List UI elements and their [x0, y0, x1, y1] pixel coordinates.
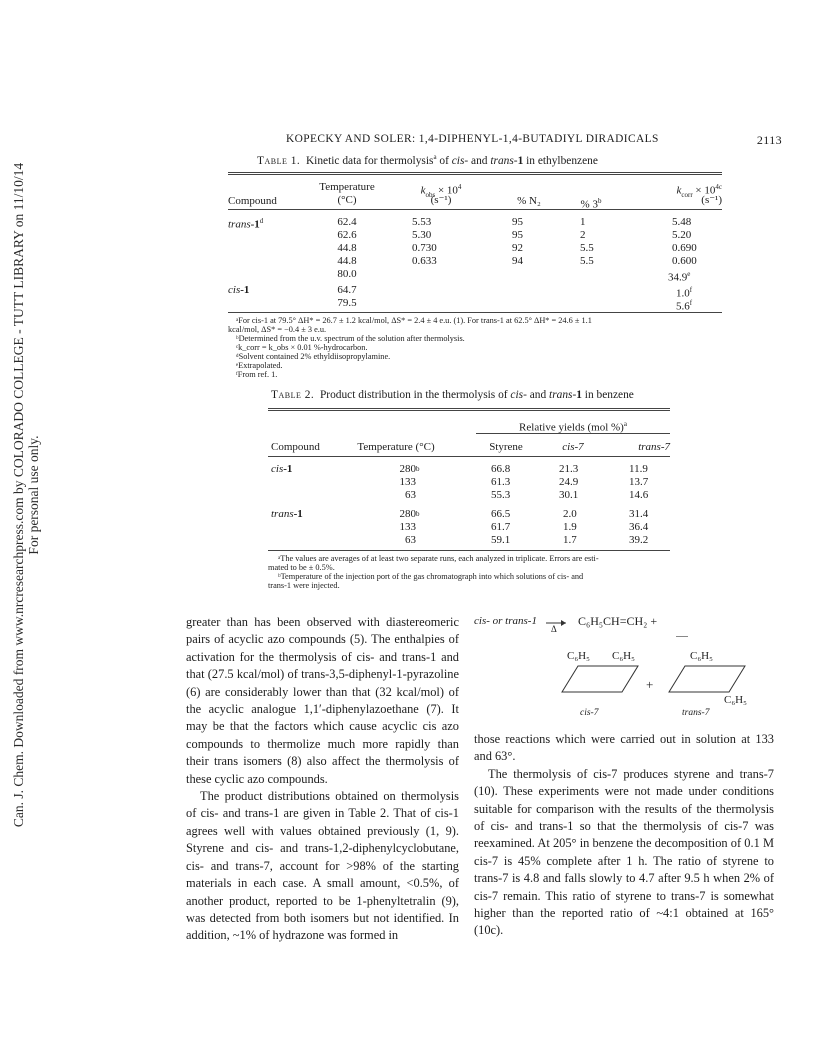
table1-caption-tail: in ethylbenzene	[523, 154, 598, 167]
left-paragraph-1: greater than has been observed with diastereomeric pairs of acyclic azo compounds (5). The enthalpies of activation for the thermolysis of cis- and trans-1 and that (27.5 kcal/mol) of trans-3,5-diphenyl-1-pyrazoline (6) are considerably lower than that (32 kcal/mol) of the acyclic analogue 1,1′-diphenylazoethane (7). It may be that the factors which cause acyclic cis azo compounds to thermolize much more rapidly than their trans isomers (8) also affect the thermolysis of these cyclic azo compounds.	[186, 615, 459, 786]
table2-cell-temp	[382, 508, 420, 521]
table2-cell-styrene: 61.3	[491, 476, 511, 488]
table2-footnote: mated to be ± 0.5%.	[268, 563, 335, 572]
table2-header-temperature: Temperature (°C)	[357, 441, 435, 453]
table2-header-cis7	[548, 441, 598, 454]
table1-kobs-k: k	[420, 184, 426, 197]
table1-cell-temp: 80.0	[337, 268, 357, 280]
scheme-trans-label-text: trans-7	[682, 708, 710, 718]
table1-footnote: ᵉExtrapolated.	[236, 361, 283, 370]
table2-cell-trans7: 36.4	[629, 521, 649, 533]
table1-cell-temp: 62.4	[337, 216, 357, 228]
table1-footnote: kcal/mol, ΔS* = −0.4 ± 3 e.u.	[228, 325, 327, 334]
table2-cell-temp: 133	[399, 521, 416, 533]
table1-cell-temp: 64.7	[337, 284, 357, 296]
download-notice-line2: For personal use only.	[26, 435, 41, 555]
table1-group-cis	[228, 284, 249, 297]
scheme-plus: +	[646, 677, 654, 692]
table2-cell-styrene: 61.7	[491, 521, 511, 533]
scheme-condition: Δ	[551, 624, 557, 634]
table1-cell-three: 1	[580, 216, 586, 228]
table2-cell-cis7: 2.0	[563, 508, 577, 520]
table2-group-cis	[271, 463, 292, 476]
table1-three-text: % 3	[580, 198, 598, 211]
table2-cell-temp: 63	[405, 489, 416, 501]
table2-caption-text: Product distribution in the thermolysis of	[319, 389, 511, 401]
table1-header-temperature: Temperature	[319, 181, 375, 193]
table2-cell-temp-val: 280	[399, 463, 416, 475]
scheme-reactant-text: cis- or trans-1	[474, 615, 537, 627]
table1-cell-kcorr-sup: f	[689, 299, 693, 307]
table1-cell-n2: 94	[512, 255, 523, 267]
table1-kobs-exp: 4	[457, 183, 462, 191]
table1-cell-n2: 95	[512, 229, 523, 241]
table1-kcorr-sub: corr	[681, 190, 693, 199]
table2-cell-cis7: 21.3	[559, 463, 579, 475]
table2-group-cis-it: cis	[271, 463, 284, 475]
table2-header-compound: Compound	[271, 441, 320, 453]
table1-footnote: ᶠFrom ref. 1.	[236, 370, 278, 379]
table2-cell-temp-sup: b	[416, 510, 420, 518]
scheme-trans-ph-1: C₆H₅	[690, 650, 713, 662]
table1-cell-kcorr: 0.600	[672, 255, 697, 267]
table1-cell-kcorr-sup: f	[689, 286, 693, 294]
scheme-arrow-icon	[544, 614, 570, 636]
table1-caption-of: of	[436, 154, 452, 167]
table2-footnote: trans-1 were injected.	[268, 581, 340, 590]
table2-span-rule	[476, 433, 670, 434]
table1-cell-kcorr	[668, 268, 690, 285]
table1-cell-temp: 62.6	[337, 229, 357, 241]
scheme-trans-label	[682, 708, 709, 718]
table1-caption-cis: cis-	[451, 154, 469, 167]
table2-header-cis7-text: cis-7	[562, 441, 584, 453]
table2-group-cis-rest: -1	[283, 463, 293, 475]
table1-cell-kcorr-val: 34.9	[668, 271, 688, 284]
right-column	[474, 731, 774, 940]
page-number: 2113	[756, 133, 782, 147]
table2-bottom-rule	[268, 550, 670, 551]
table1-cell-kcorr-val: 5.6	[676, 300, 690, 313]
table1-group-trans-rest: -1	[250, 218, 260, 231]
table1-caption-sup: a	[433, 153, 437, 161]
table2-cell-temp: 63	[405, 534, 416, 546]
table1-footnote: ᵇDetermined from the u.v. spectrum of the solution after thermolysis.	[236, 334, 465, 343]
table1-footnote: ᶜk_corr = k_obs × 0.01 %-hydrocarbon.	[236, 343, 368, 352]
table1-cell-n2: 92	[512, 242, 523, 254]
table2-cell-trans7: 11.9	[629, 463, 648, 475]
table2-group-trans	[271, 508, 303, 521]
table2-cell-styrene: 66.5	[491, 508, 511, 520]
scheme-cis-ph-2: C₆H₅	[612, 650, 635, 662]
scheme-cis-ph-1: C₆H₅	[567, 650, 590, 662]
table1-kobs-times: × 10	[435, 184, 458, 197]
table1-cell-kcorr-val: 1.0	[676, 287, 690, 300]
table1-caption-text: Kinetic data for thermolysis	[305, 154, 434, 167]
table2-cell-styrene: 59.1	[491, 534, 511, 546]
table1-bottom-rule	[228, 312, 722, 313]
table1-caption	[257, 153, 598, 167]
table2-cell-cis7: 1.7	[563, 534, 577, 546]
table2-group-trans-it: trans	[271, 508, 294, 520]
scheme-trans-ph-2: C₆H₅	[724, 694, 747, 706]
table2-caption-one: 1	[576, 389, 582, 401]
table1-cell-kobs: 5.30	[412, 229, 432, 241]
table1-header-compound: Compound	[228, 195, 277, 207]
table1-top-rule	[228, 172, 722, 173]
table2-footnote: ᵇTemperature of the injection port of the gas chromatograph into which solutions of cis- and	[278, 572, 584, 581]
left-paragraph-2: The product distributions obtained on thermolysis of cis- and trans-1 are given in Table 2. That of cis-1 agrees well with values obtained previously (1, 9). Styrene and cis- and trans-1,2-diphenylcyclobutane, cis- and trans-7, account for >98% of the starting materials in each case. A small amount, <0.5%, of another product, reported to be 1-phenyltetralin (9), was detected from both isomers but not identified. In addition, ~1% of hydrazone was formed in	[186, 789, 459, 943]
scheme-cis-label	[580, 708, 598, 718]
left-column	[186, 614, 459, 945]
table1-top-rule-2	[228, 174, 722, 175]
table2-cell-cis7: 30.1	[559, 489, 579, 501]
running-head: KOPECKY AND SOLER: 1,4-DIPHENYL-1,4-BUTADIYL DIRADICALS	[286, 133, 659, 145]
table2-cell-cis7: 1.9	[563, 521, 577, 533]
table1-group-trans-sup: d	[259, 217, 264, 225]
table1-group-trans-it: trans	[228, 218, 251, 231]
table1-footnote: ᵃFor cis-1 at 79.5° ΔH* = 26.7 ± 1.2 kcal/mol, ΔS* = 2.4 ± 4 e.u. (1). For trans-1 at 62.5° ΔH* = 24.6 ± 1.1	[236, 316, 592, 325]
table2-cell-temp: 133	[399, 476, 416, 488]
table1-kcorr-k: k	[676, 184, 682, 197]
table2-caption-trans: trans-	[549, 389, 577, 401]
table1-cell-kobs: 0.730	[412, 242, 437, 254]
right-paragraph-2: The thermolysis of cis-7 produces styrene and trans-7 (10). These experiments were not made under conditions suitable for comparison with the results of the thermolysis of cis- and trans-1 so that the thermolysis of cis-7 was reexamined. At 205° in benzene the decomposition of 0.1 M cis-7 is 45% complete after 1 h. The ratio of styrene to trans-7 is 4.8 and falls slowly to 4.7 after 9.5 h when 2% of cis-7 remain. This ratio of styrene to trans-7 is somewhat higher than the reported ratio of ~4:1 obtained at 165° (10c).	[474, 766, 774, 938]
table1-header-kobs-unit: (s⁻¹)	[430, 194, 452, 206]
table2-header-trans7	[612, 441, 670, 454]
table2-cell-cis7: 24.9	[559, 476, 579, 488]
table1-header-n2: % N₂	[517, 195, 541, 207]
table1-group-cis-rest: -1	[240, 284, 250, 296]
table1-cell-temp: 44.8	[337, 255, 357, 267]
table2-cell-temp-val: 280	[399, 508, 416, 520]
table2-header-styrene: Styrene	[489, 441, 523, 453]
scheme-styrene: C₆H₅CH=CH₂ +	[578, 614, 658, 628]
table1-cell-kcorr: 5.48	[672, 216, 692, 228]
table1-cell-kcorr: 5.20	[672, 229, 692, 241]
scheme-cis-label-text: cis-7	[580, 708, 599, 718]
table2-cell-trans7: 13.7	[629, 476, 649, 488]
download-notice-sidebar	[6, 162, 46, 828]
table1-header-kcorr-unit: (s⁻¹)	[701, 194, 722, 206]
table2-cell-temp	[382, 463, 420, 476]
table1-header-temp-unit: (°C)	[337, 194, 357, 206]
table1-cell-kobs: 0.633	[412, 255, 437, 267]
table1-cell-n2: 95	[512, 216, 523, 228]
table1-cell-kcorr-sup: e	[687, 270, 691, 278]
table1-caption-and: and	[468, 154, 491, 167]
table2-header-trans7-text: trans-7	[638, 441, 670, 453]
table1-cell-kcorr: 0.690	[672, 242, 697, 254]
scheme-dash	[676, 636, 688, 637]
table2-caption-and: and	[526, 389, 550, 401]
table1-header-rule	[228, 209, 722, 210]
table2-caption-cis: cis-	[510, 389, 527, 401]
table1-cell-three: 2	[580, 229, 586, 241]
table2-cell-trans7: 31.4	[629, 508, 649, 520]
table1-group-trans	[228, 215, 263, 232]
running-header	[186, 133, 782, 149]
table1-kcorr-times: × 10	[692, 184, 716, 197]
table1-label: Table 1.	[257, 154, 301, 167]
table1-kobs-sub: obs	[425, 190, 436, 199]
table2-span-header-sup: a	[623, 420, 627, 428]
table1-footnote: ᵈSolvent contained 2% ethyldiisopropylamine.	[236, 352, 391, 361]
table2-caption-tail: in benzene	[581, 389, 634, 401]
table2-cell-trans7: 39.2	[629, 534, 649, 546]
table2-label: Table 2.	[271, 389, 315, 401]
table2-cell-trans7: 14.6	[629, 489, 649, 501]
table2-header-rule	[268, 456, 670, 457]
table2-top-rule	[268, 408, 670, 409]
scheme-cis-cyclobutane-icon	[560, 664, 642, 696]
table2-span-header-text: Relative yields (mol %)	[519, 421, 624, 434]
table2-top-rule-2	[268, 410, 670, 411]
table2-cell-styrene: 66.8	[491, 463, 511, 475]
table2-footnote: ᵃThe values are averages of at least two separate runs, each analyzed in triplicate. Errors are esti-	[278, 554, 599, 563]
table2-cell-styrene: 55.3	[491, 489, 511, 501]
table1-cell-temp: 79.5	[337, 297, 357, 309]
table1-caption-trans: trans-	[490, 154, 518, 167]
download-notice-line1: Can. J. Chem. Downloaded from www.nrcresearchpress.com by COLORADO COLLEGE - TUTT LIBRARY on 11/10/14	[11, 162, 26, 828]
table1-cell-temp: 44.8	[337, 242, 357, 254]
table2-group-trans-rest: -1	[293, 508, 303, 520]
table1-group-cis-it: cis	[228, 284, 241, 296]
table1-three-sup: b	[597, 197, 602, 205]
scheme-trans-cyclobutane-icon	[667, 664, 749, 696]
table1-cell-three: 5.5	[580, 255, 594, 267]
table2-cell-temp-sup: b	[416, 465, 420, 473]
table1-cell-three: 5.5	[580, 242, 594, 254]
table1-caption-one: 1	[517, 154, 524, 167]
right-paragraph-1: those reactions which were carried out in solution at 133 and 63°.	[474, 732, 774, 764]
table2-caption	[271, 389, 634, 401]
scheme-reactant	[474, 615, 537, 627]
download-notice	[11, 163, 41, 827]
table1-cell-kobs: 5.53	[412, 216, 432, 228]
table1-kcorr-exp: 4c	[715, 183, 722, 191]
